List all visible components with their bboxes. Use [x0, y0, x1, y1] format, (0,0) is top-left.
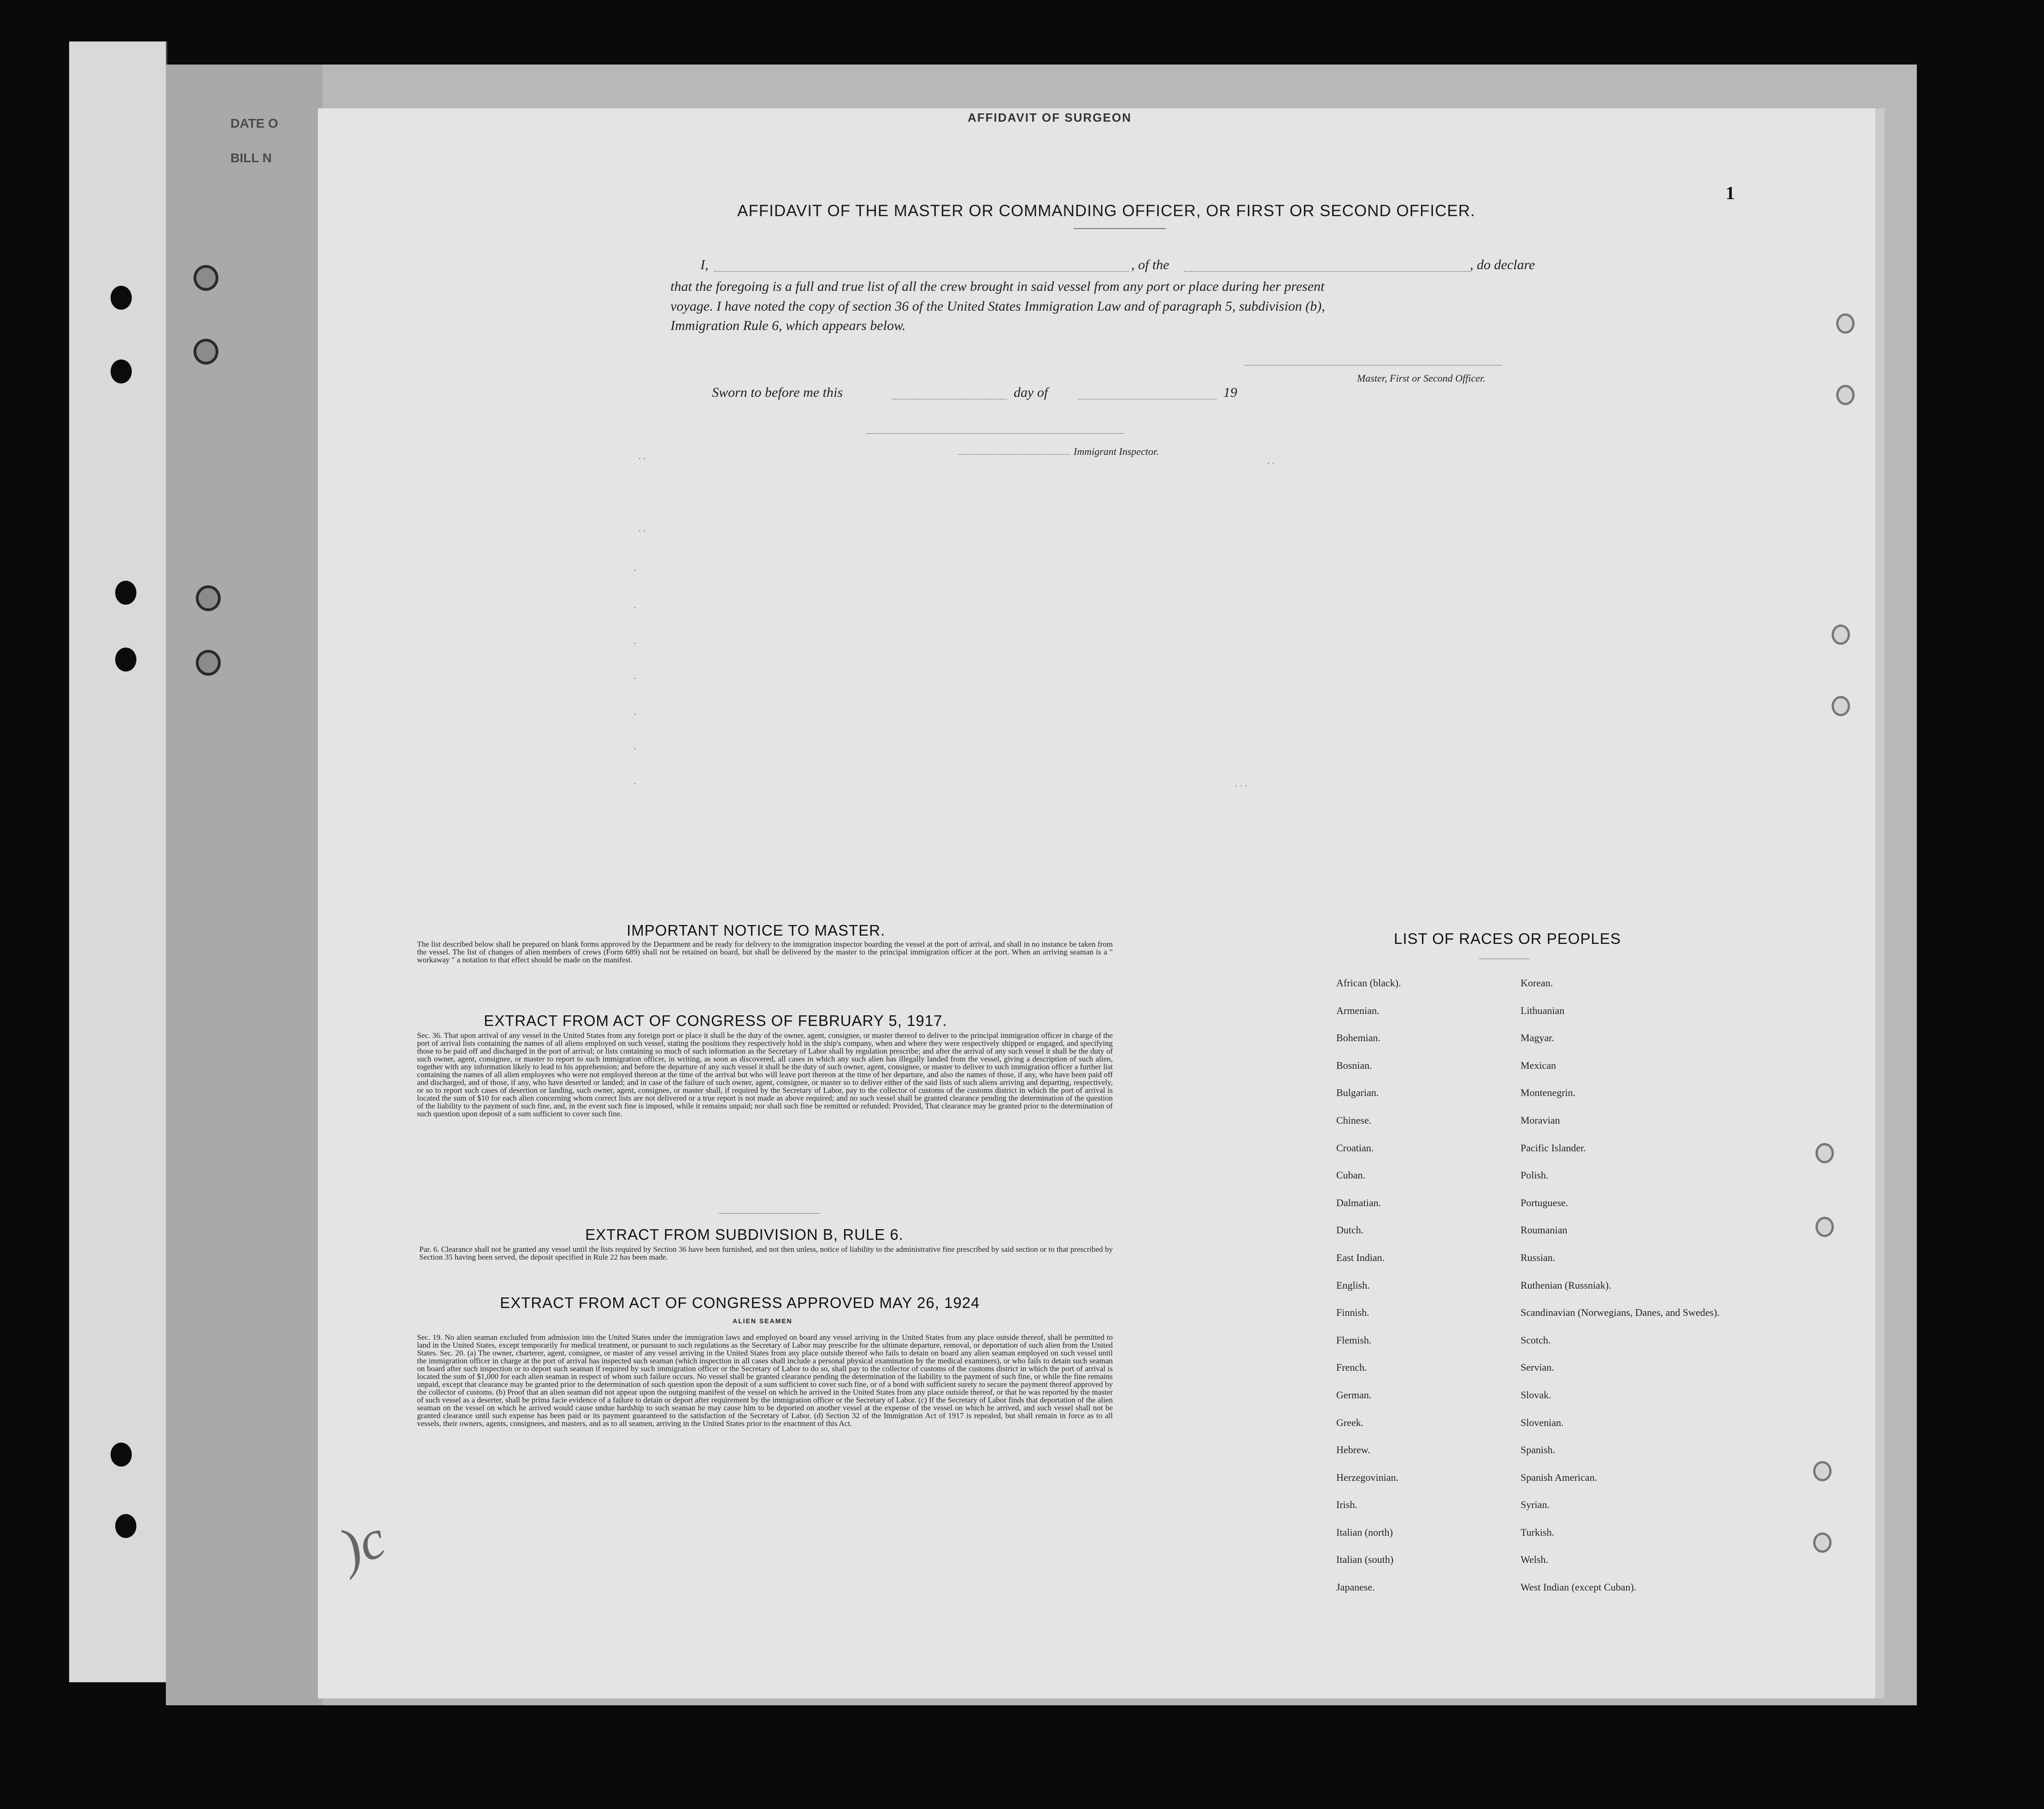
inspector-label: Immigrant Inspector.	[1074, 446, 1159, 457]
rule6-text: Par. 6. Clearance shall not be granted any vessel until the lists required by Section 36 have been furnished, and not then unless, notice of liability to the administrative fine prescribed by said section or to that prescribed by Section 35 having been served, the deposit specified in Rule 22 has been made.	[419, 1245, 1113, 1261]
binder-ring	[196, 650, 221, 676]
stray-mark: ·	[634, 744, 636, 754]
race-item: Portuguese.	[1521, 1196, 1568, 1208]
race-item: Lithuanian	[1521, 1004, 1565, 1016]
race-item: Hebrew.	[1336, 1444, 1370, 1456]
race-item: West Indian (except Cuban).	[1521, 1581, 1637, 1593]
race-item: Mexican	[1521, 1059, 1556, 1071]
binder-hole	[115, 1514, 136, 1538]
affidavit-title-rule	[1074, 228, 1166, 229]
race-item: Spanish.	[1521, 1444, 1556, 1456]
stray-mark: ·	[634, 639, 636, 648]
sworn-text: Sworn to before me this	[712, 385, 843, 400]
page-hole	[1815, 1143, 1834, 1163]
race-item: Dalmatian.	[1336, 1196, 1381, 1208]
rule6-title: EXTRACT FROM SUBDIVISION B, RULE 6.	[585, 1226, 904, 1243]
page-number: 1	[1726, 183, 1735, 203]
under-sheet-labels: DATE O BILL N	[230, 116, 278, 165]
vessel-blank[interactable]	[1184, 271, 1470, 272]
affidavit-line1-i: I,	[700, 257, 709, 272]
extract-1924-text: Sec. 19. No alien seaman excluded from admission into the United States under the immigration laws and employed on board any vessel arriving in the United States from any place outside thereof, shall be permitted to land in the United States, except temporarily for medical treatment, or pursuant to such regulations as the Secretary of Labor may prescribe for the ultimate departure, removal, or deportation of such alien from the United States. Sec. 20. (a) The owner, charterer, agent, consignee, or master of any vessel arriving in the United States from any place outside thereof who fails to detain on board any alien seaman employed on such vessel until the immigration officer in charge at the port of arrival has inspected such seaman (which inspection in all cases shall include a personal physical examination by the medical examiners), or who fails to detain such seaman on board after such inspection or to deport such seaman if required by such immigration officer or the Secretary of Labor to do so, shall pay to the collector of customs of the customs district in which the port of arrival is located the sum of $1,000 for each alien seaman in respect of whom such failure occurs. No vessel shall be granted clearance pending the determination of the liability to the payment of such fine, or while the fine remains unpaid, except that clearance may be granted prior to the determination of such question upon the deposit of a sum sufficient to cover such fine, or of a bond with sufficient surety to secure the payment thereof approved by the collector of customs. (b) Proof that an alien seaman did not appear upon the outgoing manifest of the vessel on which he arrived in the United States from any place outside thereof, or that he was reported by the master of such vessel as a deserter, shall be prima facie evidence of a failure to detain or deport after requirement by the immigration officer or the Secretary of Labor. (c) If the Secretary of Labor finds that deportation of the alien seaman on the vessel on which he arrived would cause undue hardship to such seaman he may cause him to be deported on another vessel at the expense of the vessel on which he arrived, and such vessel shall not be granted clearance until such expense has been paid or its payment guaranteed to the satisfaction of the Secretary of Labor. (d) Section 32 of the Immigration Act of 1917 is repealed, but shall remain in force as to all vessels, their owners, agents, consignees, and masters, and as to all seamen, arriving in the United States prior to the enactment of this Act.	[417, 1333, 1113, 1428]
race-item: Herzegovinian.	[1336, 1471, 1398, 1483]
binder-ring	[194, 265, 218, 291]
race-item: Cuban.	[1336, 1169, 1365, 1181]
race-item: Welsh.	[1521, 1554, 1548, 1566]
affidavit-line2: that the foregoing is a full and true list of all the crew brought in said vessel from any port or place during her present	[670, 279, 1325, 294]
binder-ring	[194, 339, 218, 365]
notice-title: IMPORTANT NOTICE TO MASTER.	[627, 922, 886, 939]
page-hole	[1815, 1217, 1834, 1237]
race-item: French.	[1336, 1361, 1367, 1373]
race-item: Chinese.	[1336, 1114, 1372, 1126]
extract-1924-title: EXTRACT FROM ACT OF CONGRESS APPROVED MAY 26, 1924	[500, 1294, 980, 1311]
stray-mark: · ·	[638, 454, 646, 463]
stray-mark: · ·	[638, 526, 646, 536]
race-item: Bulgarian.	[1336, 1087, 1379, 1099]
page-hole	[1836, 385, 1855, 405]
race-item: Croatian.	[1336, 1142, 1374, 1154]
race-item: Slovenian.	[1521, 1416, 1564, 1428]
race-item: English.	[1336, 1279, 1370, 1291]
race-item: Flemish.	[1336, 1334, 1372, 1346]
affidavit-line3: voyage. I have noted the copy of section 36 of the United States Immigration Law and of paragraph 5, subdivision (b),	[670, 299, 1325, 314]
affidavit-line1-of: , of the	[1131, 257, 1169, 272]
stray-mark: ·	[634, 779, 636, 788]
race-item: Pacific Islander.	[1521, 1142, 1586, 1154]
races-right-column	[1521, 977, 1720, 1609]
binder-hole	[111, 1443, 132, 1467]
binder-hole	[115, 648, 136, 672]
race-item: Finnish.	[1336, 1307, 1369, 1319]
race-item: Greek.	[1336, 1416, 1364, 1428]
extract-1924-subtitle: ALIEN SEAMEN	[733, 1317, 793, 1325]
page-hole	[1832, 625, 1850, 645]
race-item: African (black).	[1336, 977, 1401, 989]
race-item: Italian (north)	[1336, 1526, 1393, 1538]
binder-ring	[196, 585, 221, 611]
race-item: German.	[1336, 1389, 1372, 1401]
binder-hole	[115, 581, 136, 605]
race-item: Turkish.	[1521, 1526, 1555, 1538]
race-item: Scotch.	[1521, 1334, 1551, 1346]
race-item: Italian (south)	[1336, 1554, 1394, 1566]
section-divider	[719, 1213, 820, 1214]
handwritten-mark: )c	[331, 1507, 393, 1579]
race-item: Japanese.	[1336, 1581, 1375, 1593]
extract-1917-text: Sec. 36. That upon arrival of any vessel in the United States from any foreign port or place it shall be the duty of the owner, agent, consignee, or master thereof to deliver to the principal immigration officer in charge of the port of arrival lists containing the names of all aliens employed on such vessel, stating the positions they respectively hold in the ship's company, when and where they were respectively shipped or engaged, and specifying those to be paid off and discharged in the port of arrival; or lists containing so much of such information as the Secretary of Labor shall by regulation prescribe; and after the arrival of any such vessel it shall be the duty of such owner, agent, consignee, or master to report to such immigration officer, in writing, as soon as discovered, all cases in which any such alien has illegally landed from the vessel, giving a description of such alien, together with any information likely to lead to his apprehension; and before the departure of any such vessel it shall be the duty of such owner, agent, consignee, or master to deliver to such immigration officer a further list containing the names of all alien employees who were not employed thereon at the time of the arrival but who will leave port thereon at the time of her departure, and also the names of those, if any, who have been paid off and discharged, and of those, if any, who have deserted or landed; and in case of the failure of such owner, agent, consignee, or master so to deliver either of the said lists of such aliens arriving and departing, respectively, or so to report such cases of desertion or landing, such owner, agent, consignee, or master shall, if required by the Secretary of Labor, pay to the collector of customs of the customs district in which the port of arrival is located the sum of $10 for each alien concerning whom correct lists are not delivered or a true report is not made as above required; and no such vessel shall be granted clearance pending the determination of the question of the liability to the payment of such fine, and, in the event such fine is imposed, while it remains unpaid; nor shall such fine be remitted or refunded: Provided, That clearance may be granted prior to the determination of such question upon deposit of a sum sufficient to cover such fine.	[417, 1031, 1113, 1118]
binder-hole	[111, 359, 132, 383]
race-item: Magyar.	[1521, 1032, 1554, 1044]
stray-mark: ·	[634, 674, 636, 683]
sworn-day-blank[interactable]	[892, 399, 1007, 400]
race-item: Montenegrin.	[1521, 1087, 1576, 1099]
race-item: Ruthenian (Russniak).	[1521, 1279, 1611, 1291]
race-item: Syrian.	[1521, 1499, 1550, 1511]
binder-hole	[111, 286, 132, 310]
race-item: Armenian.	[1336, 1004, 1380, 1016]
page-hole	[1813, 1461, 1832, 1481]
race-item: Servian.	[1521, 1361, 1554, 1373]
race-item: Irish.	[1336, 1499, 1357, 1511]
race-item: Moravian	[1521, 1114, 1560, 1126]
race-item: Russian.	[1521, 1251, 1556, 1263]
race-item: Roumanian	[1521, 1224, 1568, 1236]
races-title: LIST OF RACES OR PEOPLES	[1394, 930, 1621, 947]
extract-1917-title: EXTRACT FROM ACT OF CONGRESS OF FEBRUARY 5, 1917.	[484, 1012, 947, 1029]
sworn-day-of: day of	[1014, 385, 1048, 400]
page-hole	[1836, 313, 1855, 334]
race-item: Bosnian.	[1336, 1059, 1372, 1071]
stray-mark: ·	[634, 566, 636, 575]
stray-mark: ·	[634, 603, 636, 612]
affidavit-line1-declare: , do declare	[1470, 257, 1535, 272]
inspector-blank[interactable]	[958, 454, 1069, 455]
sworn-month-blank[interactable]	[1078, 399, 1216, 400]
under-sheet-strip	[166, 65, 323, 1705]
race-item: Polish.	[1521, 1169, 1549, 1181]
race-item: East Indian.	[1336, 1251, 1385, 1263]
stray-mark: ·	[634, 710, 636, 719]
race-item: Spanish American.	[1521, 1471, 1598, 1483]
affidavit-title: AFFIDAVIT OF THE MASTER OR COMMANDING OFFICER, OR FIRST OR SECOND OFFICER.	[737, 202, 1475, 220]
race-item: Dutch.	[1336, 1224, 1364, 1236]
surgeon-heading: AFFIDAVIT OF SURGEON	[968, 111, 1132, 124]
stray-mark: · ·	[1267, 459, 1275, 468]
race-item: Bohemian.	[1336, 1032, 1380, 1044]
race-item: Slovak.	[1521, 1389, 1551, 1401]
page-hole	[1832, 696, 1850, 716]
race-item: Scandinavian (Norwegians, Danes, and Swedes).	[1521, 1307, 1720, 1319]
notice-text: The list described below shall be prepared on blank forms approved by the Department and be ready for delivery to the immigration inspector boarding the vessel at the port of arrival, and shall in no instance be taken from the vessel. The list of changes of alien members of crews (Form 689) shall not be retained on board, but shall be delivered by the master to the principal immigration officer at the port. When an arriving seaman is a " workaway " a notation to that effect should be made on the manifest.	[417, 940, 1113, 964]
inspector-rule	[866, 433, 1124, 434]
races-left-column	[1336, 977, 1521, 1609]
signature-label: Master, First or Second Officer.	[1357, 372, 1486, 384]
sworn-year: 19	[1223, 385, 1237, 400]
stray-mark: · · ·	[1235, 781, 1247, 790]
name-blank[interactable]	[714, 271, 1129, 272]
affidavit-line4: Immigration Rule 6, which appears below.	[670, 318, 906, 333]
page-hole	[1813, 1532, 1832, 1553]
race-item: Korean.	[1521, 977, 1553, 989]
